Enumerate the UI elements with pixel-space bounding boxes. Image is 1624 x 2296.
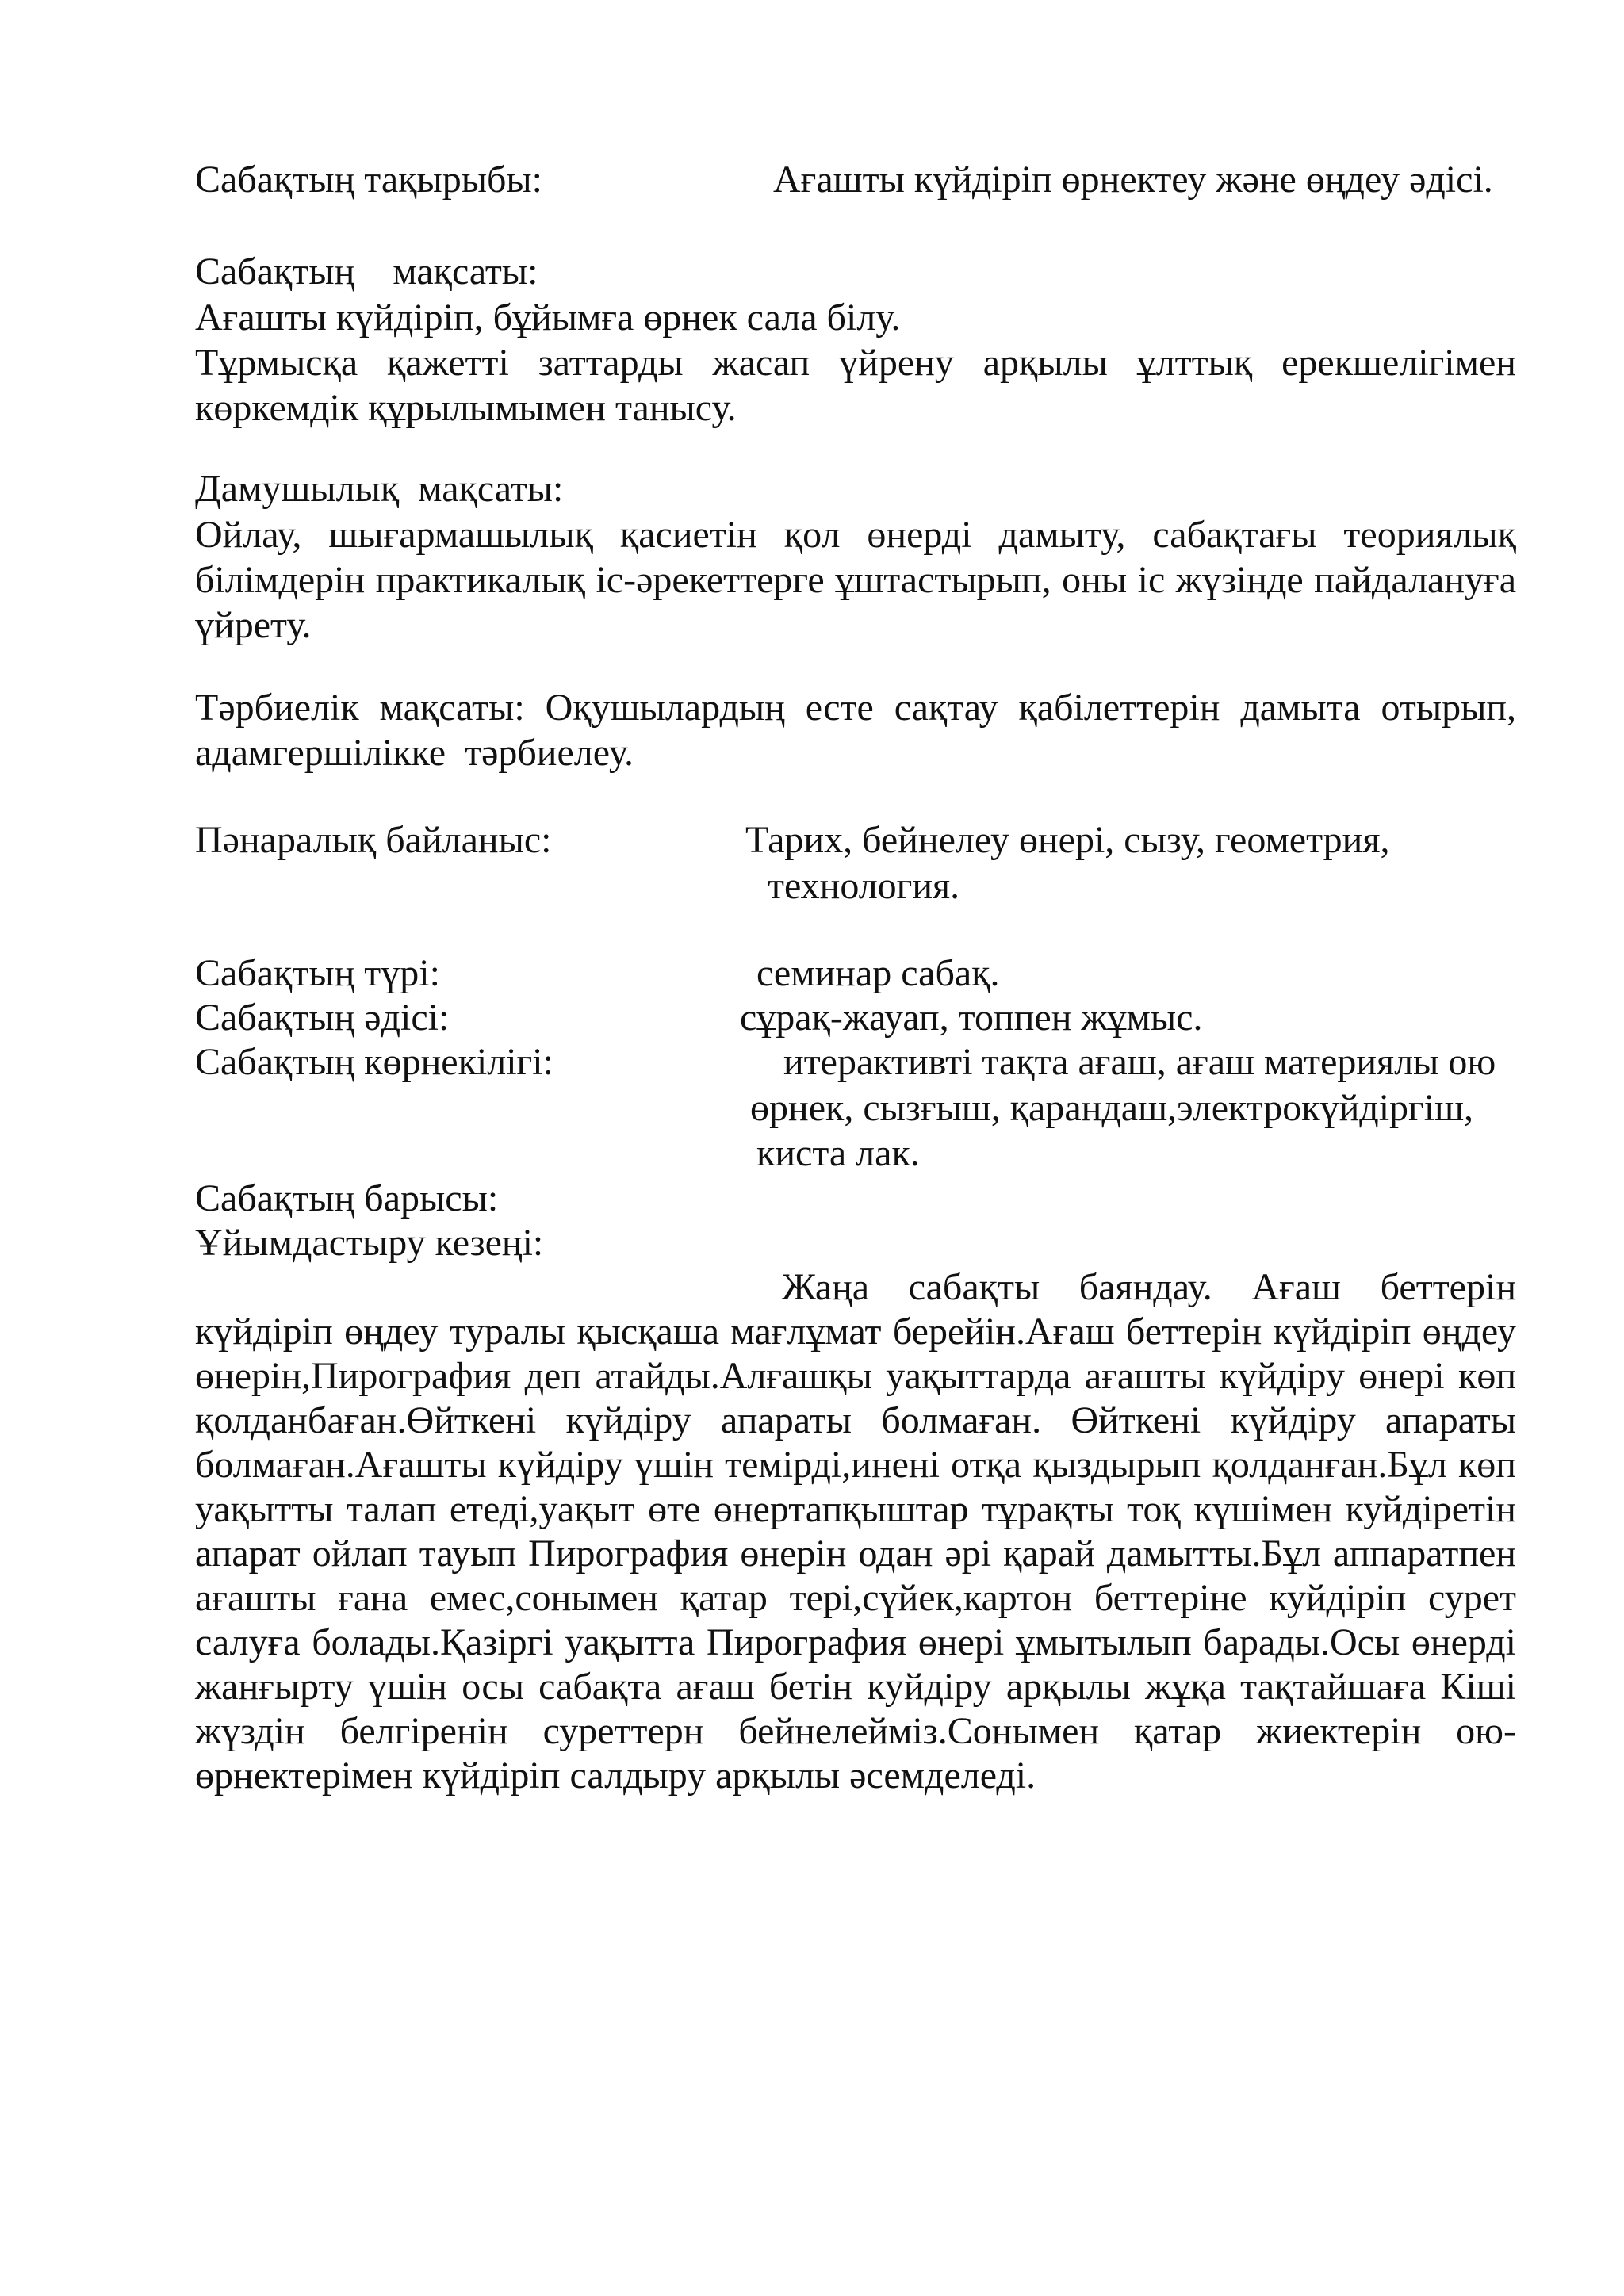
interdisciplinary-value-line2: технология. <box>768 865 960 907</box>
developmental-paragraph: Ойлау, шығармашылық қасиетін қол өнерді дамыту, сабақтағы теориялық білімдерін практикалық іс-әрекеттерге ұштастырып, оны іс жүзінде пайдалануға үйрету. <box>195 514 1516 646</box>
interdisciplinary-value-line1: Тарих, бейнелеу өнері, сызу, геометрия, <box>745 819 1390 861</box>
lesson-type-label: Сабақтың түрі: <box>195 952 440 994</box>
educational-paragraph: Тәрбиелік мақсаты: Оқушылардың есте сақтау қабілеттерін дамыта отырып, адамгершілікке тәрбиелеу. <box>195 687 1526 774</box>
goal-paragraph: Тұрмысқа қажетті заттарды жасап үйрену арқылы ұлттық ерекшелігімен көркемдік құрылымымен танысу. <box>195 342 1516 429</box>
lesson-method-value: сұрақ-жауап, топпен жұмыс. <box>740 997 1203 1039</box>
topic-value: Ағашты күйдіріп өрнектеу және өңдеу әдісі. <box>773 159 1493 201</box>
organization-label: Ұйымдастыру кезеңі: <box>195 1222 544 1264</box>
developmental-heading: Дамушылық мақсаты: <box>195 468 564 510</box>
goal-heading: Сабақтың мақсаты: <box>195 251 538 293</box>
interdisciplinary-label: Пәнаралық байланыс: <box>195 819 552 861</box>
lesson-progress-label: Сабақтың барысы: <box>195 1177 499 1219</box>
visual-aids-line3: киста лак. <box>756 1132 920 1174</box>
goal-line: Ағашты күйдіріп, бұйымға өрнек сала білу. <box>195 297 901 339</box>
visual-aids-label: Сабақтың көрнекілігі: <box>195 1041 553 1083</box>
lesson-type-value: семинар сабақ. <box>756 952 1000 994</box>
lesson-method-label: Сабақтың әдісі: <box>195 997 450 1039</box>
visual-aids-line2: өрнек, сызғыш, қарандаш,электрокүйдіргіш, <box>750 1087 1474 1129</box>
lesson-body-paragraph: Жаңа сабақты баяндау. Ағаш беттерін күйдіріп өңдеу туралы қысқаша мағлұмат берейін.Ағаш беттерін күйдіріп өңдеу өнерін,Пирография деп атайды.Алғашқы уақыттарда ағашты күйдіру өнері көп қолданбаған.Өйткені күйдіру апараты болмаған. Өйткені күйдіру апараты болмаған.Ағашты күйдіру үшін темірді,инені отқа қыздырып қолданған.Бұл көп уақытты талап етеді,уақыт өте өнертапқыштар тұрақты тоқ күшімен куйдіретін апарат ойлап тауып Пирография өнерін одан әрі қарай дамытты.Бұл аппаратпен ағашты ғана емес,сонымен қатар тері,сүйек,картон беттеріне куйдіріп сурет салуға болады.Қазіргі уақытта Пирография өнері ұмытылып барады.Осы өнерді жанғырту үшін осы сабақта ағаш бетін куйдіру арқылы жұқа тақтайшаға Кіші жүздін белгіренін суреттерн бейнелейміз.Сонымен қатар жиектерін ою-өрнектерімен күйдіріп салдыру арқылы әсемделеді. <box>195 1266 1516 1797</box>
visual-aids-line1: итерактивті тақта ағаш, ағаш материялы ою <box>783 1041 1496 1083</box>
topic-label: Сабақтың тақырыбы: <box>195 159 542 201</box>
